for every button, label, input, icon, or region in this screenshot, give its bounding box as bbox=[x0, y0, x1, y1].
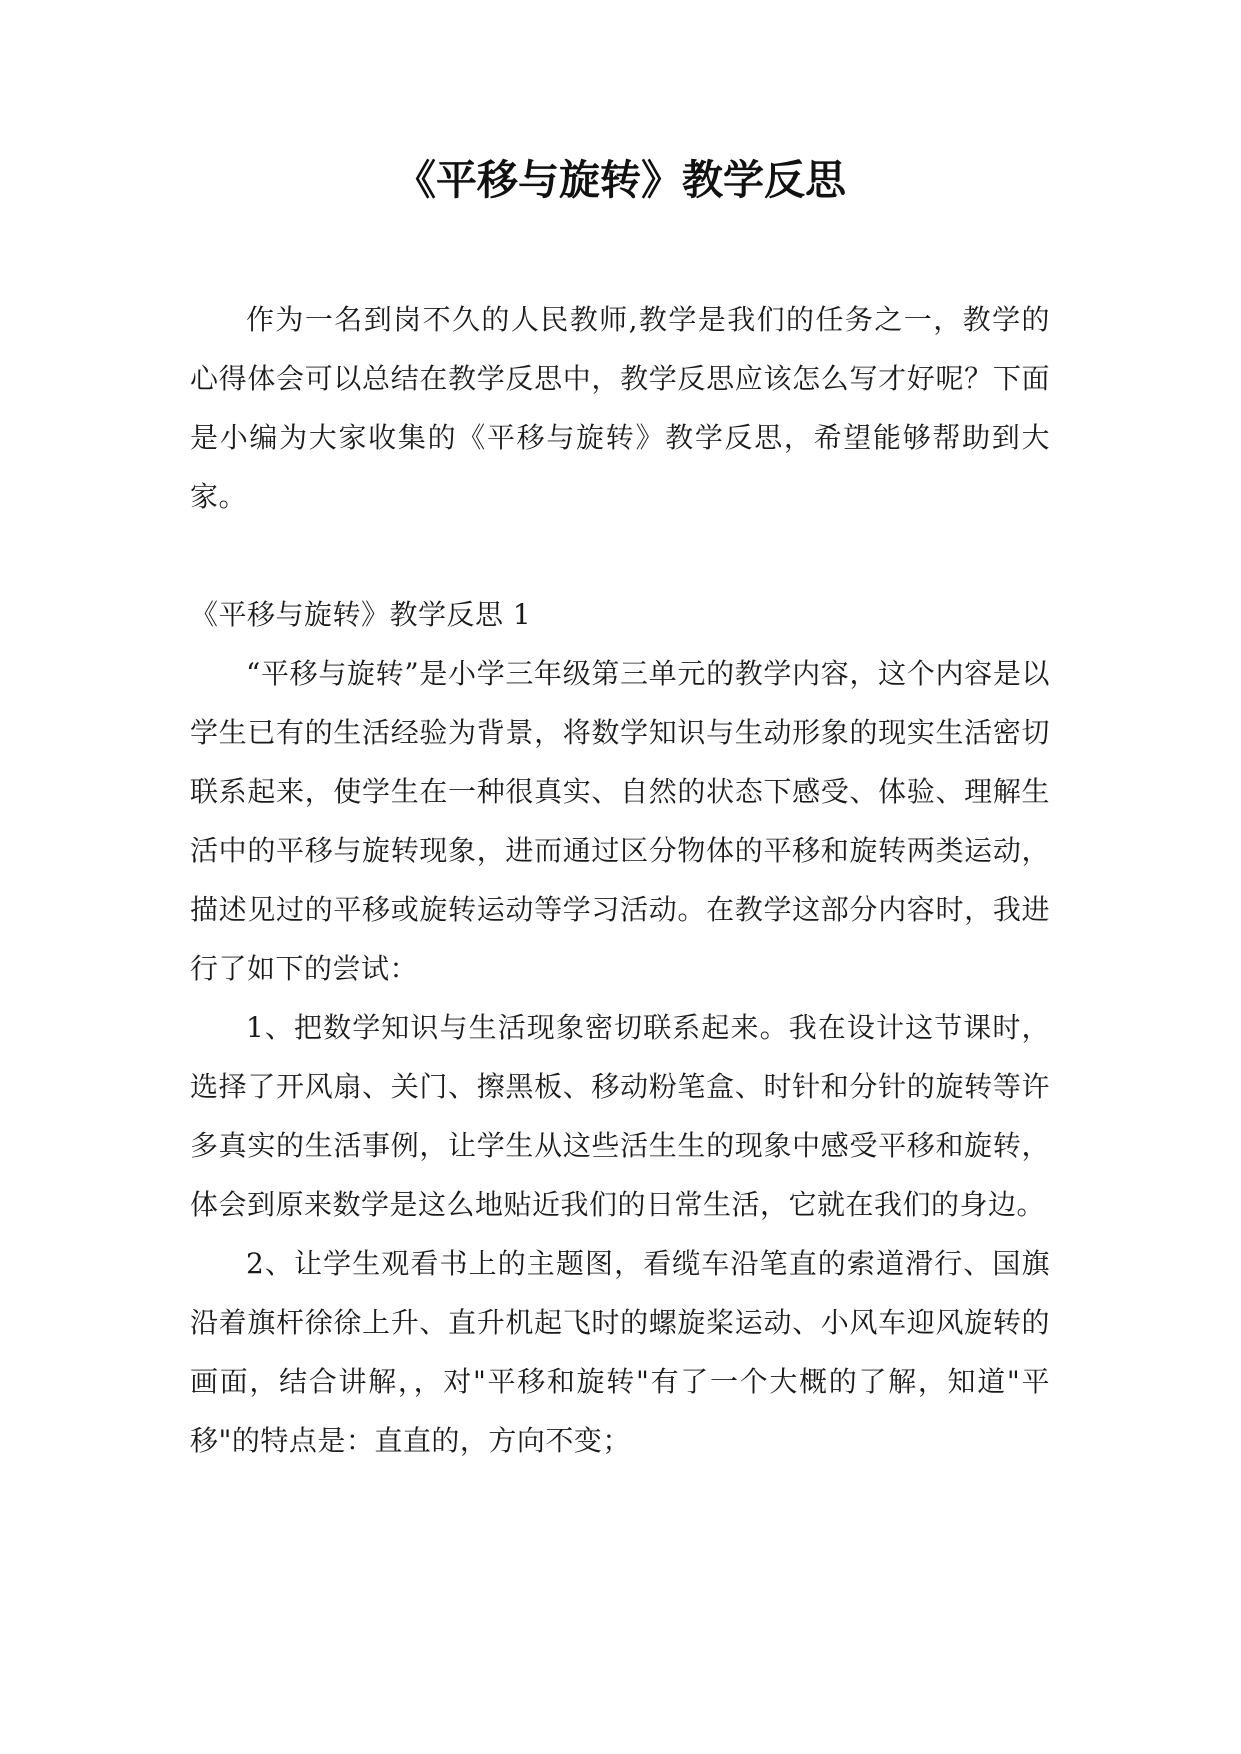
section-heading: 《平移与旋转》教学反思 1 bbox=[190, 598, 532, 631]
body-paragraph: 2、让学生观看书上的主题图，看缆车沿笔直的索道滑行、国旗沿着旗杆徐徐上升、直升机起飞时的螺旋桨运动、小风车迎风旋转的画面，结合讲解，，对"平移和旋转"有了一个大概的了解，知道"平移"的特点是：直直的，方向不变； bbox=[190, 1247, 1050, 1457]
body-paragraph: 1、把数学知识与生活现象密切联系起来。我在设计这节课时，选择了开风扇、关门、擦黑板、移动粉笔盒、时针和分针的旋转等许多真实的生活事例，让学生从这些活生生的现象中感受平移和旋转，体会到原来数学是这么地贴近我们的日常生活，它就在我们的身边。 bbox=[190, 1011, 1050, 1221]
paragraph-spacer bbox=[190, 526, 1050, 585]
body-paragraph: “平移与旋转”是小学三年级第三单元的教学内容，这个内容是以学生已有的生活经验为背景，将数学知识与生动形象的现实生活密切联系起来，使学生在一种很真实、自然的状态下感受、体验、理解生活中的平移与旋转现象，进而通过区分物体的平移和旋转两类运动，描述见过的平移或旋转运动等学习活动。在教学这部分内容时，我进行了如下的尝试： bbox=[190, 657, 1050, 985]
document-title: 《平移与旋转》教学反思 bbox=[395, 156, 846, 204]
intro-paragraph: 作为一名到岗不久的人民教师,教学是我们的任务之一，教学的心得体会可以总结在教学反思中，教学反思应该怎么写才好呢？下面是小编为大家收集的《平移与旋转》教学反思，希望能够帮助到大家。 bbox=[190, 303, 1050, 513]
document-body bbox=[190, 290, 1050, 1470]
